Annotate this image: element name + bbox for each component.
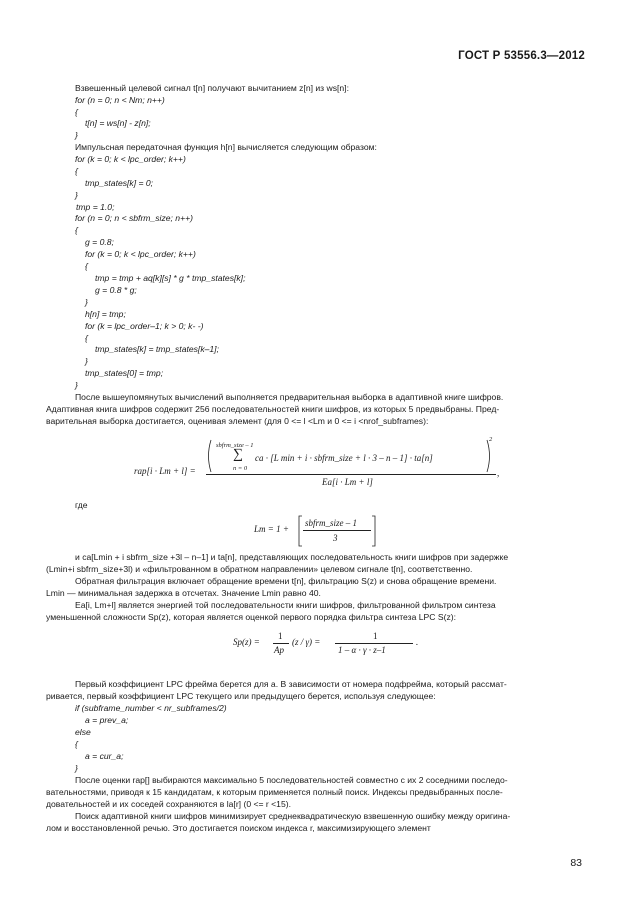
paragraph-line: После вышеупомянутых вычислений выполняется предварительная выборка в адаптивной книге шифров. [75,392,504,402]
paragraph-line: уменьшенной сложности Sp(z), которая является оценкой первого порядка фильтра синтеза LPC S(z): [46,612,456,622]
code-line: tmp = 1.0; [76,202,115,212]
code-line: { [75,107,78,117]
code-line: for (n = 0; n < sbfrm_size; n++) [75,213,193,223]
paragraph-line: Lmin — минимальная задержка в отсчетах. Значение Lmin равно 40. [46,588,321,598]
code-line: g = 0.8 * g; [95,285,137,295]
code-line: if (subframe_number < nr_subframes/2) [75,703,227,713]
code-line: for (k = lpc_order–1; k > 0; k- -) [85,321,204,331]
page-number: 83 [570,857,582,869]
rap-sum-upper: sbfrm_size – 1 [216,442,254,449]
code-line: else [75,727,91,737]
rap-lhs: rap[i · Lm + l] = [134,466,196,476]
rap-sum-lower: n = 0 [233,465,248,472]
sp-frac1-numerator: 1 [278,631,283,641]
code-line: t[n] = ws[n] - z[n]; [85,118,151,128]
code-line: for (k = 0; k < lpc_order; k++) [75,154,186,164]
code-line: } [85,297,88,307]
code-line: { [75,225,78,235]
code-line: tmp_states[0] = tmp; [85,368,164,378]
paragraph-line: Импульсная передаточная функция h[n] вычисляется следующим образом: [75,142,377,152]
paragraph-line: После оценки rap[] выбираются максимально 5 последовательностей совместно с их 2 соседними последо- [75,775,508,785]
code-line: h[n] = tmp; [85,309,126,319]
rap-fraction-bar [206,474,496,475]
paragraph-line: и ca[Lmin + i sbfrm_size +3l – n–1] и ta[n], представляющих последовательность книги шифров при задержке [75,552,509,562]
code-line: a = cur_a; [85,751,124,761]
code-line: tmp = tmp + aq[k][s] * g * tmp_states[k]; [95,273,246,283]
sp-frac2-bar [335,643,413,644]
code-line: { [75,166,78,176]
paragraph-line: Ea[i, Lm+l] является энергией той последовательности книги шифров, фильтрованной фильтром синтеза [75,600,496,610]
sp-frac1-denominator: Ap [274,645,284,655]
code-line: } [75,130,78,140]
code-line: for (k = 0; k < lpc_order; k++) [85,249,196,259]
sp-lhs: Sp(z) = [233,637,260,647]
paragraph-line: ривается, первый коэффициент LPC текущего или предыдущего берется, используя следующее: [46,691,436,701]
paragraph-line: довательностей и их соседей сохраняются в la[r] (0 <= r <15). [46,799,291,809]
paragraph-line: Адаптивная книга шифров содержит 256 последовательностей книги шифров, из которых 5 предвыбраны. Пред- [46,404,500,414]
code-line: tmp_states[k] = 0; [85,178,154,188]
rap-numerator: ca · [L min + i · sbfrm_size + l · 3 – n – 1] · ta[n] [255,453,433,463]
code-line: } [75,763,78,773]
paragraph-line: вательностями, приводя к 15 кандидатам, к которым применяется полный поиск. Индексы предвыбранных после- [46,787,503,797]
lm-numerator: sbfrm_size – 1 [305,518,358,528]
paragraph-line: (Lmin+i sbfrm_size+3l) и «фильтрованном в обратном направлении» целевом сигнале t[n], соответственно. [46,564,473,574]
code-line: } [75,190,78,200]
sp-frac1-bar [273,643,289,644]
code-line: a = prev_a; [85,715,129,725]
paragraph-line: Обратная фильтрация включает обращение времени t[n], фильтрацию S(z) и снова обращение времени. [75,576,497,586]
paragraph-line: Первый коэффициент LPC фрейма берется для a. В зависимости от номера подфрейма, который рассмат- [75,679,507,689]
sp-mid: (z / γ) = [292,637,321,647]
paragraph-line: варительная выборка достигается, оценивая элемент (для 0 <= l <Lm и 0 <= i <nrof_subframes): [46,416,429,426]
sp-frac2-denominator: 1 – α · γ · z–1 [338,645,386,655]
paragraph-line: Взвешенный целевой сигнал t[n] получают вычитанием z[n] из ws[n]: [75,83,349,93]
sp-frac2-numerator: 1 [373,631,378,641]
rap-denominator: Ea[i · Lm + l] [322,477,373,487]
where-label: где [75,500,88,510]
code-line: g = 0.8; [85,237,114,247]
code-line: { [75,739,78,749]
paragraph-line: Поиск адаптивной книги шифров минимизирует среднеквадратическую взвешенную ошибку между оригина- [75,811,511,821]
code-line: { [85,333,88,343]
lm-lhs: Lm = 1 + [254,524,289,534]
paragraph-line: лом и восстановленной речью. Это достигается поиском индекса r, максимизирующего элемент [46,823,431,833]
rap-comma: , [497,468,500,478]
code-line: tmp_states[k] = tmp_states[k–1]; [95,344,219,354]
code-line: for (n = 0; n < Nm; n++) [75,95,165,105]
lm-denominator: 3 [333,533,338,543]
rap-square: 2 [489,436,493,443]
document-header: ГОСТ Р 53556.3—2012 [458,50,585,62]
code-line: } [75,380,78,390]
sp-period: . [416,637,419,647]
rap-sum-symbol: ∑ [233,447,243,462]
code-line: } [85,356,88,366]
lm-fraction-bar [303,530,371,531]
code-line: { [85,261,88,271]
